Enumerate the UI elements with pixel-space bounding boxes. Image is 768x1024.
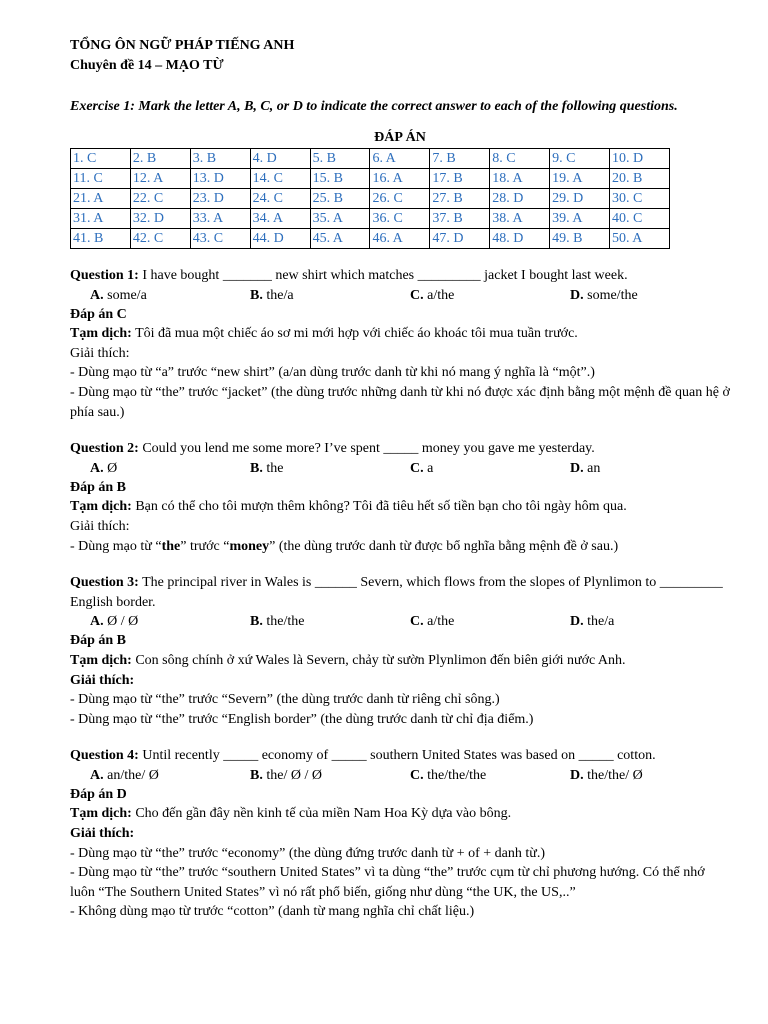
answer-option: [410, 286, 570, 305]
answer-key-cell: 18. A: [490, 169, 550, 189]
answer-option: [410, 766, 570, 785]
answer-key-cell: 21. A: [71, 189, 131, 209]
option-letter: B.: [250, 614, 263, 630]
explanation-item: - Dùng mạo từ “the” trước “southern United States” vì ta dùng “the” trước cụm từ chỉ phương hướng. Có thể nhớ luôn “The Southern United States” vì nó rất phổ biến, giống như dùng “the UK, the US,..”: [70, 865, 705, 900]
answer-key-cell: 30. C: [610, 189, 670, 209]
explanation-label: Giải thích:: [70, 518, 130, 534]
option-text: the/the: [262, 614, 305, 630]
answer-key-cell: 17. B: [430, 169, 490, 189]
answer-key-cell: 28. D: [490, 189, 550, 209]
answer-option: [570, 766, 730, 785]
answer-option: [90, 286, 250, 305]
translation: [70, 804, 730, 824]
option-letter: C.: [410, 767, 424, 783]
answer-key-cell: 41. B: [71, 229, 131, 249]
option-text: an/the/ Ø: [103, 767, 159, 783]
answer-key-cell: 43. C: [190, 229, 250, 249]
answer-option: [410, 459, 570, 478]
correct-answer: Đáp án B: [70, 633, 127, 649]
answer-key-cell: 8. C: [490, 149, 550, 169]
question-label: Question 4:: [70, 748, 139, 764]
questions-list: [70, 266, 730, 922]
answer-key-cell: 11. C: [71, 169, 131, 189]
exercise-instruction: [70, 98, 730, 116]
answer-key-cell: 39. A: [550, 209, 610, 229]
answer-key-cell: 3. B: [190, 149, 250, 169]
answer-key-cell: 5. B: [310, 149, 370, 169]
answer-key-row: [71, 189, 670, 209]
answer-key-cell: 48. D: [490, 229, 550, 249]
question-text: Could you lend me some more? I’ve spent _____ money you gave me yesterday.: [138, 441, 595, 457]
answer-key-cell: 24. C: [250, 189, 310, 209]
answer-key-cell: 7. B: [430, 149, 490, 169]
answer-key-cell: 14. C: [250, 169, 310, 189]
document-page: [70, 36, 730, 922]
answer-key-cell: 23. D: [190, 189, 250, 209]
answer-key-row: [71, 149, 670, 169]
explanation-item: - Dùng mạo từ “the” trước “economy” (the dùng đứng trước danh từ + of + danh từ.): [70, 845, 545, 861]
answer-option: [90, 459, 250, 478]
option-text: the/the/ Ø: [583, 767, 643, 783]
answer-key-cell: 2. B: [130, 149, 190, 169]
answer-options: [70, 766, 730, 785]
answer-key-cell: 36. C: [370, 209, 430, 229]
answer-options: [70, 612, 730, 631]
answer-option: [250, 459, 410, 478]
option-letter: D.: [570, 767, 584, 783]
option-letter: C.: [410, 287, 424, 303]
answer-key-cell: 50. A: [610, 229, 670, 249]
translation-label: Tạm dịch:: [70, 499, 132, 515]
option-text: the/ Ø / Ø: [262, 767, 322, 783]
question-text: I have bought _______ new shirt which matches _________ jacket I bought last week.: [138, 268, 628, 283]
question-block: [70, 266, 730, 422]
explanation-item: - Dùng mạo từ “the” trước “English border” (the dùng trước danh từ chỉ địa điểm.): [70, 711, 534, 727]
correct-answer: Đáp án B: [70, 479, 127, 495]
explanation-label: Giải thích:: [70, 826, 135, 842]
question-text: The principal river in Wales is ______ Severn, which flows from the slopes of Plynlimon to _________ English border.: [70, 575, 723, 610]
answer-key-row: [71, 209, 670, 229]
question-text: Until recently _____ economy of _____ southern United States was based on _____ cotton.: [138, 748, 656, 764]
explanation-item: - Dùng mạo từ “the” trước “Severn” (the dùng trước danh từ riêng chỉ sông.): [70, 692, 500, 708]
option-text: some/the: [583, 287, 638, 303]
question-stem: [70, 573, 730, 612]
question-stem: [70, 439, 730, 459]
translation-label: Tạm dịch:: [70, 652, 132, 668]
translation-label: Tạm dịch:: [70, 326, 132, 342]
document-title: TỔNG ÔN NGỮ PHÁP TIẾNG ANH: [70, 38, 295, 53]
question-block: [70, 573, 730, 729]
answer-key-cell: 42. C: [130, 229, 190, 249]
translation-text: Cho đến gần đây nền kinh tế của miền Nam Hoa Kỳ dựa vào bông.: [131, 806, 512, 822]
option-text: some/a: [103, 287, 147, 303]
answer-key-cell: 29. D: [550, 189, 610, 209]
option-text: Ø / Ø: [103, 614, 139, 630]
option-letter: D.: [570, 287, 584, 303]
translation: [70, 324, 730, 344]
answer-key-cell: 40. C: [610, 209, 670, 229]
answer-key-cell: 1. C: [71, 149, 131, 169]
option-letter: D.: [570, 460, 584, 476]
translation-text: Con sông chính ở xứ Wales là Severn, chảy từ sườn Plynlimon đến biên giới nước Anh.: [131, 652, 626, 668]
answer-option: [570, 459, 730, 478]
question-block: [70, 439, 730, 556]
explanation-label: Giải thích:: [70, 345, 130, 361]
answer-key-cell: 45. A: [310, 229, 370, 249]
answer-key-cell: 27. B: [430, 189, 490, 209]
answer-option: [90, 766, 250, 785]
explanation-item: - Dùng mạo từ “a” trước “new shirt” (a/an dùng trước danh từ khi nó mang ý nghĩa là “một”.): [70, 365, 595, 381]
option-letter: B.: [250, 767, 263, 783]
answer-key-cell: 16. A: [370, 169, 430, 189]
option-letter: A.: [90, 614, 104, 630]
explanation-label: Giải thích:: [70, 672, 135, 688]
answer-options: [70, 286, 730, 305]
answer-option: [250, 766, 410, 785]
answer-key-cell: 35. A: [310, 209, 370, 229]
option-text: the/the/the: [423, 767, 487, 783]
option-text: a/the: [423, 287, 455, 303]
explanation-item: - Dùng mạo từ “the” trước “jacket” (the dùng trước những danh từ khi nó được xác định bằng một mệnh đề quan hệ ở phía sau.): [70, 384, 730, 420]
answer-option: [570, 286, 730, 305]
answer-key-cell: 26. C: [370, 189, 430, 209]
correct-answer: Đáp án D: [70, 786, 127, 802]
question-block: [70, 746, 730, 922]
answer-key-cell: 34. A: [250, 209, 310, 229]
answer-key-cell: 44. D: [250, 229, 310, 249]
option-text: Ø: [103, 460, 118, 476]
answer-key-cell: 19. A: [550, 169, 610, 189]
answer-key-cell: 47. D: [430, 229, 490, 249]
answer-key-cell: 33. A: [190, 209, 250, 229]
option-letter: D.: [570, 614, 584, 630]
option-text: an: [583, 460, 601, 476]
option-letter: C.: [410, 614, 424, 630]
option-letter: C.: [410, 460, 424, 476]
answer-key-cell: 10. D: [610, 149, 670, 169]
answer-key-cell: 31. A: [71, 209, 131, 229]
answer-option: [90, 612, 250, 631]
answer-option: [250, 286, 410, 305]
explanation-item: - Không dùng mạo từ trước “cotton” (danh từ mang nghĩa chỉ chất liệu.): [70, 904, 475, 920]
answer-key-cell: 49. B: [550, 229, 610, 249]
option-text: the: [262, 460, 284, 476]
answer-key-cell: 37. B: [430, 209, 490, 229]
answer-key-cell: 15. B: [310, 169, 370, 189]
question-stem: [70, 266, 730, 286]
answer-key-row: [71, 229, 670, 249]
answer-key-cell: 13. D: [190, 169, 250, 189]
answer-key-cell: 9. C: [550, 149, 610, 169]
document-subtitle: Chuyên đề 14 – MẠO TỪ: [70, 58, 224, 73]
option-text: a: [423, 460, 434, 476]
answer-key-cell: 25. B: [310, 189, 370, 209]
option-letter: B.: [250, 287, 263, 303]
question-label: Question 1:: [70, 268, 139, 283]
answer-key-table: [70, 148, 670, 249]
question-label: Question 3:: [70, 575, 139, 591]
answer-option: [250, 612, 410, 631]
option-text: a/the: [423, 614, 455, 630]
answer-key-cell: 38. A: [490, 209, 550, 229]
option-letter: B.: [250, 460, 263, 476]
answer-key-cell: 20. B: [610, 169, 670, 189]
option-text: the/a: [262, 287, 294, 303]
exercise-label: Exercise 1: [70, 99, 131, 114]
answer-key-cell: 22. C: [130, 189, 190, 209]
answer-key-row: [71, 169, 670, 189]
answer-key-heading: ĐÁP ÁN: [374, 130, 426, 145]
answer-key-cell: 4. D: [250, 149, 310, 169]
option-letter: A.: [90, 287, 104, 303]
exercise-text: : Mark the letter A, B, C, or D to indicate the correct answer to each of the following questions.: [130, 99, 678, 114]
translation: [70, 497, 730, 517]
translation-label: Tạm dịch:: [70, 806, 132, 822]
translation-text: Bạn có thể cho tôi mượn thêm không? Tôi đã tiêu hết số tiền bạn cho tôi ngày hôm qua.: [131, 499, 627, 515]
answer-option: [410, 612, 570, 631]
translation-text: Tôi đã mua một chiếc áo sơ mi mới hợp với chiếc áo khoác tôi mua tuần trước.: [131, 326, 578, 342]
option-text: the/a: [583, 614, 615, 630]
answer-options: [70, 459, 730, 478]
answer-key-cell: 12. A: [130, 169, 190, 189]
answer-key-cell: 32. D: [130, 209, 190, 229]
option-letter: A.: [90, 460, 104, 476]
correct-answer: Đáp án C: [70, 306, 127, 322]
question-stem: [70, 746, 730, 766]
question-label: Question 2:: [70, 441, 139, 457]
answer-key-cell: 46. A: [370, 229, 430, 249]
answer-option: [570, 612, 730, 631]
explanation-item: - Dùng mạo từ “the” trước “money” (the dùng trước danh từ được bổ nghĩa bằng mệnh đề ở sau.): [70, 538, 619, 554]
translation: [70, 651, 730, 671]
option-letter: A.: [90, 767, 104, 783]
answer-key-cell: 6. A: [370, 149, 430, 169]
